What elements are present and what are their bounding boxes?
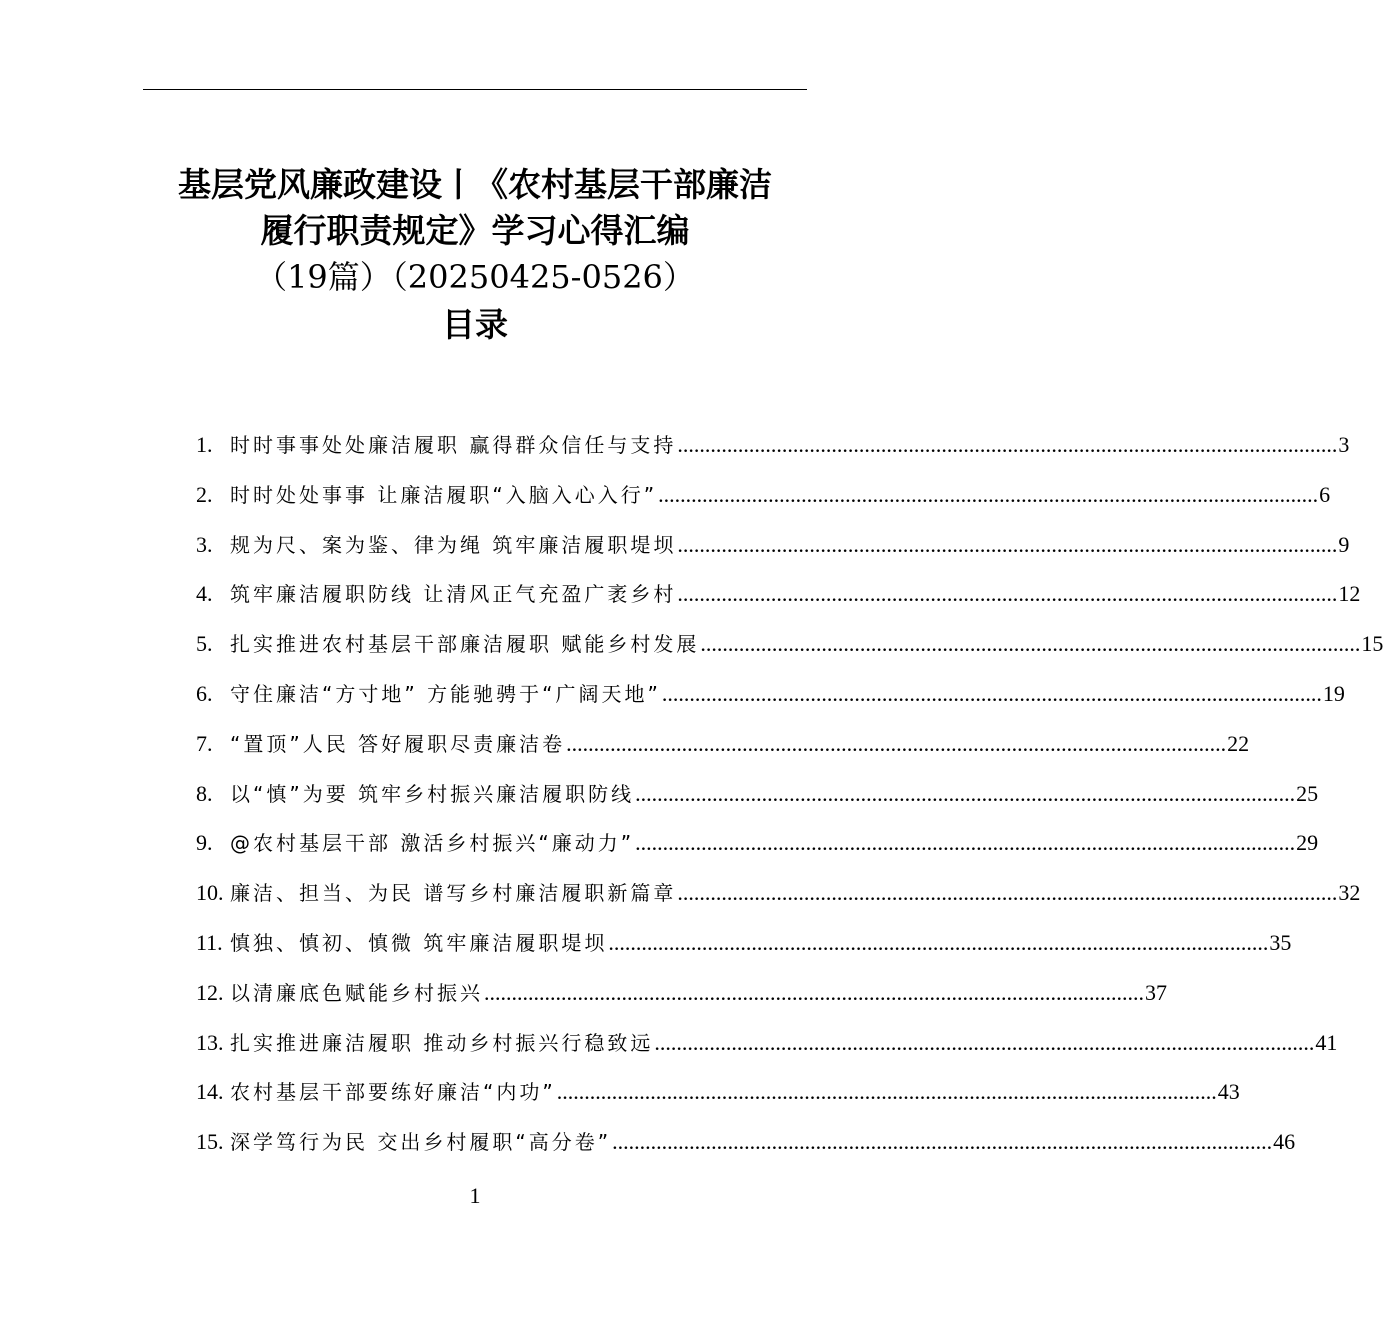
toc-entry-title: 慎独、慎初、慎微 筑牢廉洁履职堤坝: [230, 930, 608, 955]
toc-entry-title: 时时事事处处廉洁履职 赢得群众信任与支持: [230, 433, 677, 457]
toc-leader-dots: [566, 719, 1226, 769]
toc-entry-title: 以“慎”为要 筑牢乡村振兴廉洁履职防线: [230, 781, 635, 806]
toc-heading: 目录: [442, 305, 508, 344]
toc-entry[interactable]: [196, 1067, 1240, 1117]
toc-entry-number: 5.: [196, 631, 213, 657]
toc-entry-title: 守住廉洁“方寸地” 方能驰骋于“广阔天地”: [230, 681, 661, 706]
toc-entry-page: 25: [1296, 780, 1319, 806]
toc-entry-page: 35: [1269, 929, 1292, 955]
toc-leader-dots: [635, 769, 1295, 819]
toc-leader-dots: [635, 818, 1295, 868]
toc-entry[interactable]: [196, 669, 1345, 719]
table-of-contents: [196, 420, 1383, 1167]
toc-entry-page: 43: [1217, 1079, 1240, 1105]
toc-entry-title: 规为尺、案为鉴、律为绳 筑牢廉洁履职堤坝: [230, 532, 677, 557]
toc-entry-number: 13.: [196, 1029, 224, 1055]
toc-entry-page: 9: [1338, 531, 1350, 557]
toc-leader-dots: [700, 619, 1360, 669]
toc-entry-page: 46: [1273, 1129, 1296, 1155]
toc-entry-page: 22: [1227, 730, 1250, 756]
toc-entry[interactable]: [196, 818, 1319, 868]
toc-entry-page: 41: [1315, 1029, 1338, 1055]
toc-entry-number: 11.: [196, 929, 223, 955]
toc-entry[interactable]: [196, 619, 1383, 669]
toc-entry[interactable]: [196, 719, 1250, 769]
toc-entry-page: 19: [1322, 680, 1345, 706]
document-title-line-2: 履行职责规定》学习心得汇编: [260, 211, 690, 250]
toc-entry-page: 29: [1296, 830, 1319, 856]
toc-entry-title: 以清廉底色赋能乡村振兴: [230, 980, 483, 1005]
toc-leader-dots: [608, 918, 1268, 968]
toc-entry-number: 2.: [196, 481, 213, 507]
toc-entry-number: 6.: [196, 680, 213, 706]
toc-entry-page: 6: [1319, 481, 1331, 507]
toc-entry-number: 1.: [196, 432, 213, 457]
toc-entry-title: 时时处处事事 让廉洁履职“入脑入心入行”: [230, 482, 658, 507]
toc-entry-title: 筑牢廉洁履职防线 让清风正气充盈广袤乡村: [230, 582, 677, 607]
toc-entry[interactable]: [196, 470, 1331, 520]
toc-entry-page: 3: [1338, 432, 1350, 457]
toc-entry-number: 3.: [196, 531, 213, 557]
document-title-line-3: （19篇）（20250425-0526）: [255, 258, 695, 296]
toc-leader-dots: [557, 1067, 1217, 1117]
toc-entry-page: 12: [1338, 581, 1361, 607]
toc-entry-title: 农村基层干部要练好廉洁“内功”: [230, 1080, 556, 1105]
document-title-line-1: 基层党风廉政建设丨《农村基层干部廉洁: [178, 165, 772, 204]
toc-entry-number: 14.: [196, 1079, 224, 1105]
toc-leader-dots: [677, 520, 1337, 570]
toc-entry-number: 12.: [196, 979, 224, 1005]
toc-entry-page: 37: [1145, 979, 1167, 1005]
toc-entry-title: 廉洁、担当、为民 谱写乡村廉洁履职新篇章: [230, 881, 677, 906]
toc-entry[interactable]: [196, 1117, 1296, 1167]
toc-leader-dots: [662, 669, 1322, 719]
toc-leader-dots: [654, 1018, 1314, 1068]
toc-entry-number: 15.: [196, 1129, 224, 1155]
toc-entry-page: 32: [1338, 880, 1361, 906]
toc-entry[interactable]: [196, 420, 1350, 470]
toc-entry-page: 15: [1361, 631, 1383, 657]
toc-entry-title: 深学笃行为民 交出乡村履职“高分卷”: [230, 1130, 612, 1155]
toc-leader-dots: [677, 868, 1337, 918]
toc-leader-dots: [677, 420, 1337, 470]
toc-leader-dots: [612, 1117, 1272, 1167]
toc-entry[interactable]: [196, 868, 1361, 918]
toc-leader-dots: [484, 968, 1144, 1018]
toc-entry-title: “置顶”人民 答好履职尽责廉洁卷: [230, 731, 566, 756]
toc-entry-number: 4.: [196, 581, 213, 607]
toc-entry[interactable]: [196, 918, 1292, 968]
toc-entry-title: @农村基层干部 激活乡村振兴“廉动力”: [230, 831, 635, 856]
header-rule: [143, 89, 807, 90]
toc-entry-number: 9.: [196, 830, 213, 856]
title-block: [120, 162, 830, 348]
toc-entry[interactable]: [196, 968, 1167, 1018]
toc-entry[interactable]: [196, 1018, 1338, 1068]
toc-leader-dots: [658, 470, 1318, 520]
toc-entry-number: 7.: [196, 730, 213, 756]
toc-entry-title: 扎实推进农村基层干部廉洁履职 赋能乡村发展: [230, 632, 700, 657]
toc-entry-title: 扎实推进廉洁履职 推动乡村振兴行稳致远: [230, 1030, 654, 1055]
toc-entry-number: 10.: [196, 880, 224, 906]
toc-leader-dots: [677, 569, 1337, 619]
toc-entry[interactable]: [196, 520, 1350, 570]
page-number: 1: [469, 1183, 481, 1208]
toc-entry[interactable]: [196, 769, 1319, 819]
toc-entry-number: 8.: [196, 780, 213, 806]
toc-entry[interactable]: [196, 569, 1361, 619]
